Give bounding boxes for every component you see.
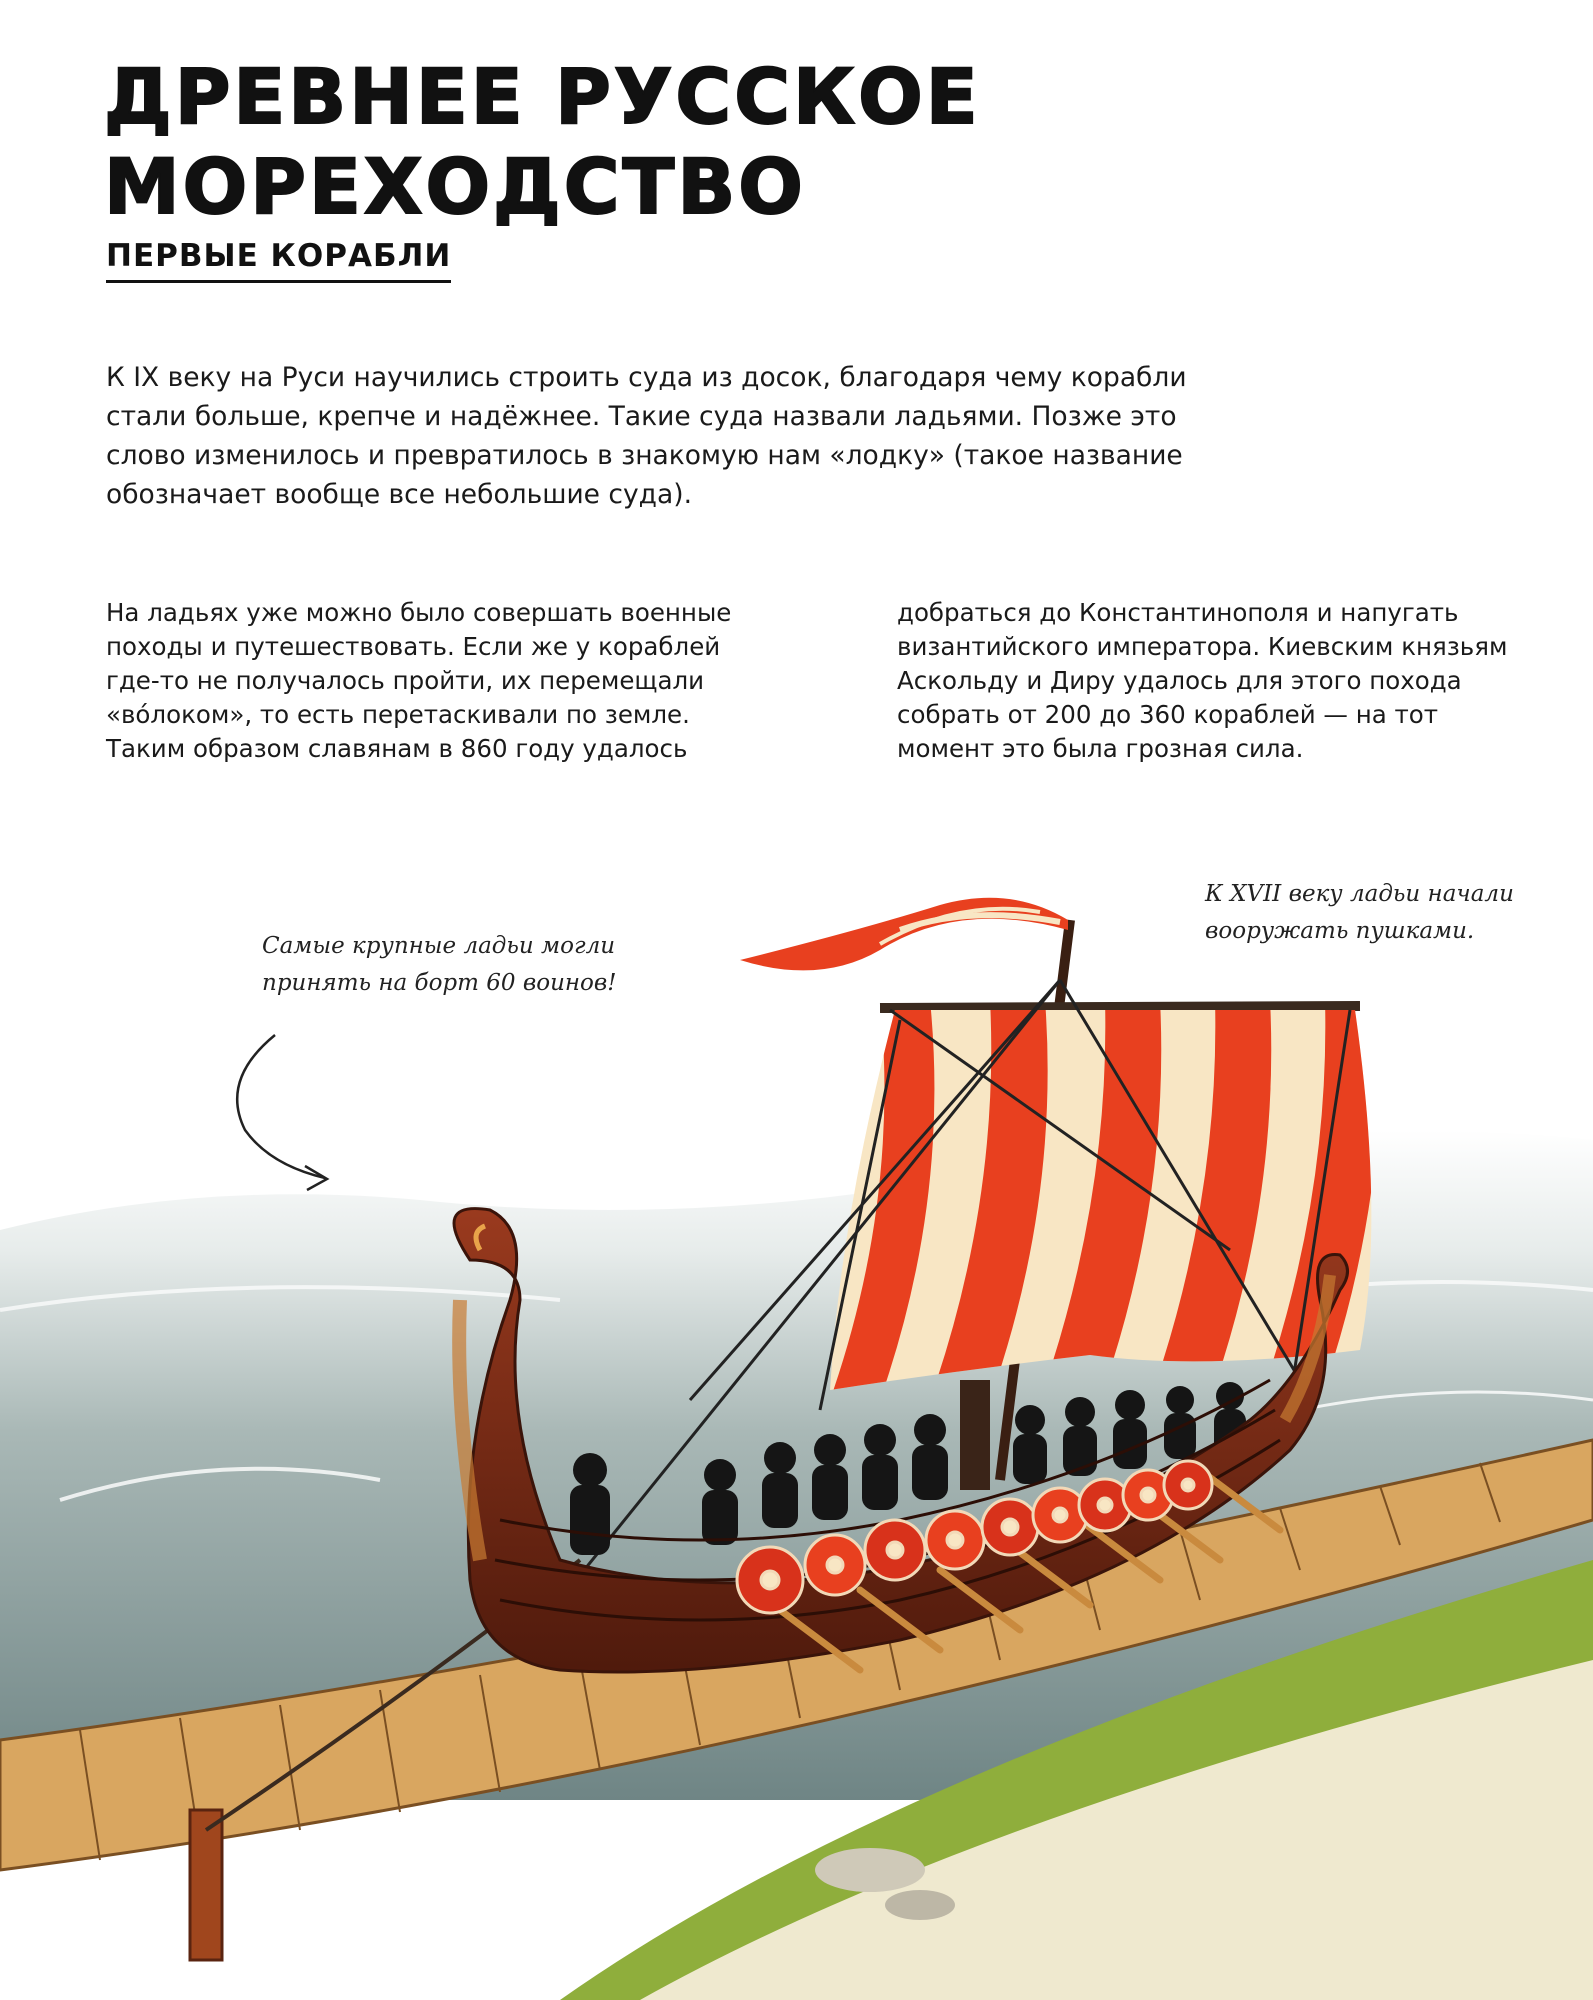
body-column-left: На ладьях уже можно было совершать военные походы и путешествовать. Если же у кораблей где-то не получалось пройти, их перемещали «во́локом», то есть перетаскивали по земле. Таким образом славянам в 860 году удалось (106, 598, 732, 763)
curved-arrow-icon (237, 1035, 327, 1190)
pennant-flag (740, 898, 1068, 971)
intro-paragraph: К IX веку на Руси научились строить суда из досок, благодаря чему корабли стали больше, крепче и надёжнее. Такие суда назвали ладьями. Позже это слово изменилось и превратилось в знакомую нам «лодку» (такое название обозначает вообще все небольшие суда). (106, 362, 1187, 510)
title-line-2: МОРЕХОДСТВО (104, 142, 806, 231)
page-number: 4 (100, 1918, 116, 1943)
section-subtitle: ПЕРВЫЕ КОРАБЛИ (106, 238, 451, 283)
striped-sail (800, 1000, 1400, 1400)
body-column-right: добраться до Константинополя и напугать византийского императора. Киевским князьям Аскольду и Диру удалось для этого похода собрать от 200 до 360 кораблей — на тот момент это была грозная сила. (897, 598, 1508, 763)
page-title (104, 52, 1104, 232)
title-line-1: ДРЕВНЕЕ РУССКОЕ (104, 52, 981, 141)
annotation-cannons: К XVII веку ладьи начали вооружать пушками. (1205, 881, 1514, 944)
annotation-warriors: Самые крупные ладьи могли принять на борт 60 воинов! (262, 933, 617, 996)
